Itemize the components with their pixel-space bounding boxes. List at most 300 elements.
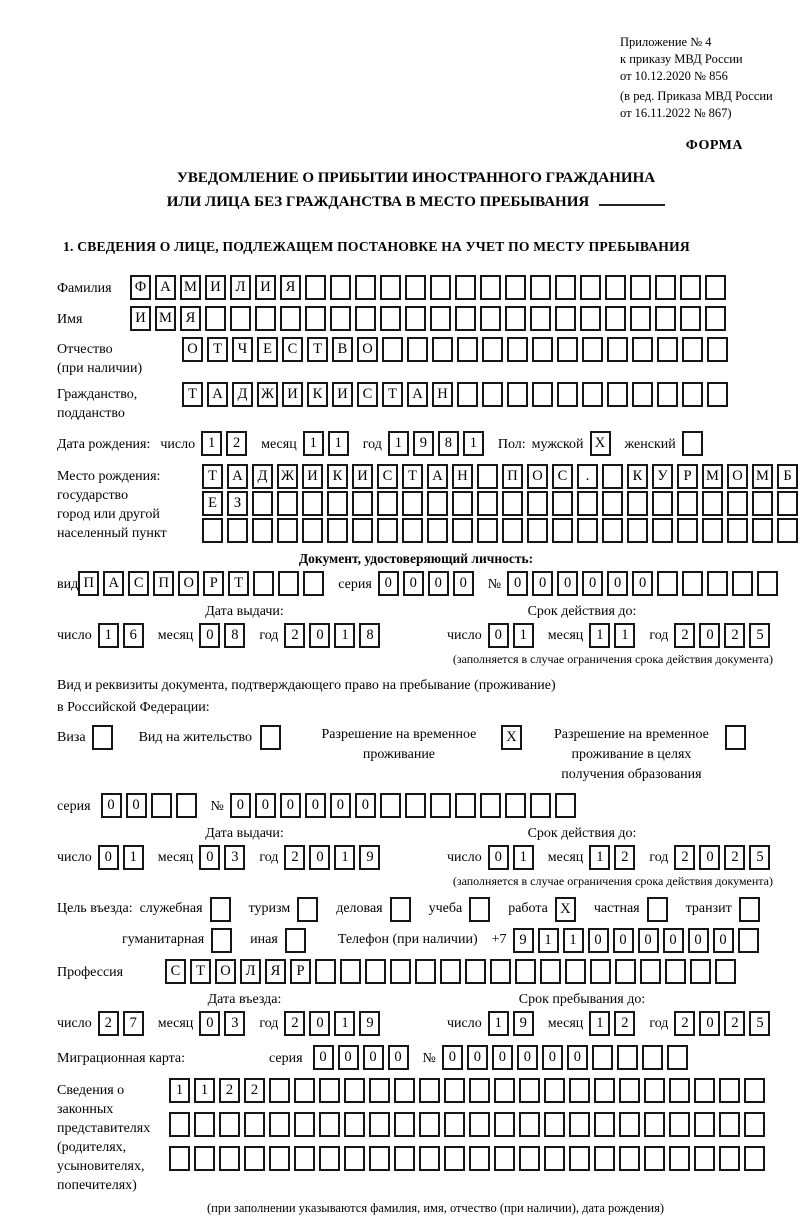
birth-place-cell[interactable] (477, 464, 498, 489)
surname-cell[interactable] (605, 275, 626, 300)
profession-cell[interactable] (515, 959, 536, 984)
profession-cell[interactable]: Т (190, 959, 211, 984)
representative-cell[interactable] (594, 1112, 615, 1137)
representative-cell[interactable] (569, 1146, 590, 1171)
birth-place-cell[interactable]: Т (202, 464, 223, 489)
birth-place-cell[interactable]: О (527, 464, 548, 489)
birth-place-cell[interactable] (752, 518, 773, 543)
representative-cell[interactable] (544, 1078, 565, 1103)
res-valid-cell[interactable]: 1 (513, 845, 534, 870)
patronymic-cell[interactable] (407, 337, 428, 362)
profession-cell[interactable] (540, 959, 561, 984)
representative-cell[interactable] (269, 1146, 290, 1171)
birth-place-cell[interactable] (552, 491, 573, 516)
citizenship-cell[interactable] (682, 382, 703, 407)
res-number-cell[interactable]: 0 (355, 793, 376, 818)
patronymic-cell[interactable]: Т (207, 337, 228, 362)
patronymic-cell[interactable]: Е (257, 337, 278, 362)
name-cell[interactable]: М (155, 306, 176, 331)
surname-cell[interactable]: И (205, 275, 226, 300)
stay-cell[interactable]: 9 (513, 1011, 534, 1036)
representative-cell[interactable] (744, 1078, 765, 1103)
profession-cell[interactable]: Р (290, 959, 311, 984)
phone-cell[interactable]: 0 (663, 928, 684, 953)
representative-cell[interactable] (269, 1078, 290, 1103)
name-cell[interactable] (580, 306, 601, 331)
profession-cell[interactable] (415, 959, 436, 984)
citizenship-cell[interactable] (582, 382, 603, 407)
representative-cell[interactable] (394, 1146, 415, 1171)
citizenship-cell[interactable]: Т (182, 382, 203, 407)
birth-place-cell[interactable] (502, 518, 523, 543)
entry-cell[interactable]: 0 (199, 1011, 220, 1036)
res-number-cell[interactable] (480, 793, 501, 818)
citizenship-cell[interactable]: Д (232, 382, 253, 407)
res-number-cell[interactable] (530, 793, 551, 818)
birth-year-cell[interactable]: 8 (438, 431, 459, 456)
work-checkbox[interactable]: X (555, 897, 576, 922)
patronymic-cell[interactable] (657, 337, 678, 362)
patronymic-cell[interactable] (507, 337, 528, 362)
surname-cell[interactable]: М (180, 275, 201, 300)
profession-cell[interactable] (665, 959, 686, 984)
mc-number-cell[interactable]: 0 (467, 1045, 488, 1070)
birth-place-cell[interactable] (452, 491, 473, 516)
name-cell[interactable] (630, 306, 651, 331)
doc-kind-cell[interactable] (278, 571, 299, 596)
doc-kind-cell[interactable]: П (153, 571, 174, 596)
birth-place-cell[interactable] (727, 491, 748, 516)
representative-cell[interactable]: 2 (219, 1078, 240, 1103)
doc-number-cell[interactable]: 0 (557, 571, 578, 596)
birth-place-cell[interactable] (327, 518, 348, 543)
name-cell[interactable] (405, 306, 426, 331)
profession-cell[interactable] (465, 959, 486, 984)
birth-month-cell[interactable]: 1 (303, 431, 324, 456)
mc-number-cell[interactable] (617, 1045, 638, 1070)
profession-cell[interactable] (340, 959, 361, 984)
surname-cell[interactable] (305, 275, 326, 300)
res-valid-cell[interactable]: 0 (488, 845, 509, 870)
representative-cell[interactable] (169, 1146, 190, 1171)
birth-place-cell[interactable] (302, 518, 323, 543)
surname-cell[interactable] (580, 275, 601, 300)
birth-place-cell[interactable] (752, 491, 773, 516)
res-issue-cell[interactable]: 0 (309, 845, 330, 870)
citizenship-cell[interactable] (482, 382, 503, 407)
citizenship-cell[interactable] (632, 382, 653, 407)
profession-cell[interactable] (390, 959, 411, 984)
birth-place-cell[interactable]: У (652, 464, 673, 489)
representative-cell[interactable] (469, 1146, 490, 1171)
representative-cell[interactable] (344, 1078, 365, 1103)
visa-checkbox[interactable] (92, 725, 113, 750)
surname-cell[interactable] (430, 275, 451, 300)
citizenship-cell[interactable]: А (207, 382, 228, 407)
birth-month-cell[interactable]: 1 (328, 431, 349, 456)
name-cell[interactable] (205, 306, 226, 331)
res-issue-cell[interactable]: 9 (359, 845, 380, 870)
surname-cell[interactable] (330, 275, 351, 300)
res-issue-cell[interactable]: 0 (98, 845, 119, 870)
representative-cell[interactable] (169, 1112, 190, 1137)
res-valid-cell[interactable]: 2 (724, 845, 745, 870)
res-valid-cell[interactable]: 2 (614, 845, 635, 870)
birth-place-cell[interactable] (327, 491, 348, 516)
representative-cell[interactable] (619, 1112, 640, 1137)
patronymic-cell[interactable] (607, 337, 628, 362)
entry-cell[interactable]: 2 (98, 1011, 119, 1036)
name-cell[interactable] (305, 306, 326, 331)
representative-cell[interactable] (594, 1146, 615, 1171)
stay-cell[interactable]: 0 (699, 1011, 720, 1036)
profession-cell[interactable] (590, 959, 611, 984)
birth-place-cell[interactable]: Р (677, 464, 698, 489)
doc-valid-cell[interactable]: 2 (674, 623, 695, 648)
representative-cell[interactable] (694, 1078, 715, 1103)
birth-place-cell[interactable] (602, 491, 623, 516)
representative-cell[interactable] (419, 1146, 440, 1171)
name-cell[interactable]: Я (180, 306, 201, 331)
stay-cell[interactable]: 1 (589, 1011, 610, 1036)
name-cell[interactable] (655, 306, 676, 331)
name-cell[interactable] (280, 306, 301, 331)
doc-issue-cell[interactable]: 2 (284, 623, 305, 648)
birth-place-cell[interactable] (377, 491, 398, 516)
name-cell[interactable] (530, 306, 551, 331)
representative-cell[interactable] (619, 1078, 640, 1103)
patronymic-cell[interactable] (482, 337, 503, 362)
education-residence-checkbox[interactable] (725, 725, 746, 750)
doc-issue-cell[interactable]: 8 (224, 623, 245, 648)
representative-cell[interactable] (594, 1078, 615, 1103)
representative-cell[interactable] (244, 1112, 265, 1137)
stay-cell[interactable]: 2 (674, 1011, 695, 1036)
birth-place-cell[interactable]: Н (452, 464, 473, 489)
patronymic-cell[interactable] (557, 337, 578, 362)
representative-cell[interactable] (719, 1078, 740, 1103)
citizenship-cell[interactable]: С (357, 382, 378, 407)
doc-issue-cell[interactable]: 8 (359, 623, 380, 648)
profession-cell[interactable] (715, 959, 736, 984)
representative-cell[interactable]: 1 (194, 1078, 215, 1103)
representative-cell[interactable] (444, 1078, 465, 1103)
phone-cell[interactable]: 1 (563, 928, 584, 953)
representative-cell[interactable] (344, 1112, 365, 1137)
birth-place-cell[interactable] (427, 518, 448, 543)
patronymic-cell[interactable]: О (182, 337, 203, 362)
doc-series-cell[interactable]: 0 (453, 571, 474, 596)
birth-place-cell[interactable] (402, 491, 423, 516)
phone-cell[interactable]: 0 (638, 928, 659, 953)
mc-series-cell[interactable]: 0 (363, 1045, 384, 1070)
representative-cell[interactable] (644, 1078, 665, 1103)
res-series-cell[interactable]: 0 (126, 793, 147, 818)
representative-cell[interactable] (544, 1112, 565, 1137)
res-number-cell[interactable]: 0 (255, 793, 276, 818)
birth-place-cell[interactable]: А (427, 464, 448, 489)
representative-cell[interactable] (694, 1146, 715, 1171)
name-cell[interactable] (330, 306, 351, 331)
private-checkbox[interactable] (647, 897, 668, 922)
representative-cell[interactable]: 2 (244, 1078, 265, 1103)
doc-valid-cell[interactable]: 1 (614, 623, 635, 648)
doc-kind-cell[interactable] (253, 571, 274, 596)
surname-cell[interactable] (680, 275, 701, 300)
citizenship-cell[interactable]: А (407, 382, 428, 407)
patronymic-cell[interactable] (382, 337, 403, 362)
name-cell[interactable] (555, 306, 576, 331)
representative-cell[interactable] (669, 1146, 690, 1171)
birth-place-cell[interactable] (652, 518, 673, 543)
birth-place-cell[interactable] (577, 491, 598, 516)
mc-number-cell[interactable]: 0 (442, 1045, 463, 1070)
birth-place-cell[interactable]: М (702, 464, 723, 489)
representative-cell[interactable] (294, 1078, 315, 1103)
doc-number-cell[interactable] (757, 571, 778, 596)
doc-number-cell[interactable]: 0 (507, 571, 528, 596)
birth-place-cell[interactable] (277, 491, 298, 516)
representative-cell[interactable] (419, 1078, 440, 1103)
surname-cell[interactable]: Я (280, 275, 301, 300)
patronymic-cell[interactable] (457, 337, 478, 362)
doc-valid-cell[interactable]: 5 (749, 623, 770, 648)
representative-cell[interactable] (744, 1146, 765, 1171)
surname-cell[interactable] (380, 275, 401, 300)
res-series-cell[interactable]: 0 (101, 793, 122, 818)
name-cell[interactable] (605, 306, 626, 331)
name-cell[interactable] (680, 306, 701, 331)
entry-cell[interactable]: 7 (123, 1011, 144, 1036)
mc-series-cell[interactable]: 0 (338, 1045, 359, 1070)
birth-place-cell[interactable] (552, 518, 573, 543)
birth-place-cell[interactable] (452, 518, 473, 543)
representative-cell[interactable] (294, 1146, 315, 1171)
representative-cell[interactable] (194, 1112, 215, 1137)
citizenship-cell[interactable] (657, 382, 678, 407)
doc-issue-cell[interactable]: 0 (309, 623, 330, 648)
representative-cell[interactable] (319, 1078, 340, 1103)
res-number-cell[interactable] (405, 793, 426, 818)
patronymic-cell[interactable]: В (332, 337, 353, 362)
birth-place-cell[interactable]: П (502, 464, 523, 489)
citizenship-cell[interactable] (557, 382, 578, 407)
citizenship-cell[interactable]: Т (382, 382, 403, 407)
representative-cell[interactable] (644, 1146, 665, 1171)
patronymic-cell[interactable] (682, 337, 703, 362)
name-cell[interactable] (380, 306, 401, 331)
representative-cell[interactable] (319, 1146, 340, 1171)
citizenship-cell[interactable] (507, 382, 528, 407)
representative-cell[interactable] (294, 1112, 315, 1137)
representative-cell[interactable] (369, 1112, 390, 1137)
representative-cell[interactable] (219, 1112, 240, 1137)
birth-place-cell[interactable]: О (727, 464, 748, 489)
citizenship-cell[interactable]: И (282, 382, 303, 407)
surname-cell[interactable] (655, 275, 676, 300)
representative-cell[interactable] (369, 1146, 390, 1171)
name-cell[interactable] (355, 306, 376, 331)
res-series-cell[interactable] (176, 793, 197, 818)
mc-number-cell[interactable]: 0 (517, 1045, 538, 1070)
representative-cell[interactable] (194, 1146, 215, 1171)
phone-cell[interactable]: 0 (688, 928, 709, 953)
patronymic-cell[interactable]: Ч (232, 337, 253, 362)
representative-cell[interactable] (669, 1112, 690, 1137)
patronymic-cell[interactable] (532, 337, 553, 362)
birth-place-cell[interactable]: Ж (277, 464, 298, 489)
res-series-cell[interactable] (151, 793, 172, 818)
birth-place-cell[interactable]: А (227, 464, 248, 489)
birth-place-cell[interactable]: М (752, 464, 773, 489)
name-cell[interactable] (705, 306, 726, 331)
birth-place-cell[interactable]: Б (777, 464, 798, 489)
surname-cell[interactable] (405, 275, 426, 300)
patronymic-cell[interactable]: С (282, 337, 303, 362)
entry-cell[interactable]: 2 (284, 1011, 305, 1036)
surname-cell[interactable] (705, 275, 726, 300)
profession-cell[interactable] (690, 959, 711, 984)
birth-place-cell[interactable] (527, 491, 548, 516)
birth-place-cell[interactable] (602, 518, 623, 543)
doc-kind-cell[interactable]: П (78, 571, 99, 596)
birth-place-cell[interactable]: Т (402, 464, 423, 489)
entry-cell[interactable]: 0 (309, 1011, 330, 1036)
res-issue-cell[interactable]: 1 (123, 845, 144, 870)
representative-cell[interactable] (519, 1112, 540, 1137)
entry-cell[interactable]: 9 (359, 1011, 380, 1036)
official-checkbox[interactable] (210, 897, 231, 922)
res-number-cell[interactable]: 0 (330, 793, 351, 818)
citizenship-cell[interactable] (532, 382, 553, 407)
birth-place-cell[interactable] (627, 518, 648, 543)
doc-number-cell[interactable] (682, 571, 703, 596)
residence-permit-checkbox[interactable] (260, 725, 281, 750)
representative-cell[interactable] (569, 1112, 590, 1137)
birth-place-cell[interactable] (577, 518, 598, 543)
profession-cell[interactable] (440, 959, 461, 984)
representative-cell[interactable] (744, 1112, 765, 1137)
doc-valid-cell[interactable]: 2 (724, 623, 745, 648)
mc-number-cell[interactable]: 0 (567, 1045, 588, 1070)
representative-cell[interactable] (444, 1146, 465, 1171)
patronymic-cell[interactable]: О (357, 337, 378, 362)
stay-cell[interactable]: 2 (614, 1011, 635, 1036)
res-issue-cell[interactable]: 1 (334, 845, 355, 870)
patronymic-cell[interactable] (432, 337, 453, 362)
representative-cell[interactable] (419, 1112, 440, 1137)
birth-place-cell[interactable] (677, 491, 698, 516)
representative-cell[interactable] (394, 1078, 415, 1103)
representative-cell[interactable] (444, 1112, 465, 1137)
name-cell[interactable] (230, 306, 251, 331)
res-number-cell[interactable]: 0 (230, 793, 251, 818)
birth-place-cell[interactable]: К (627, 464, 648, 489)
doc-number-cell[interactable] (707, 571, 728, 596)
entry-cell[interactable]: 3 (224, 1011, 245, 1036)
entry-cell[interactable]: 1 (334, 1011, 355, 1036)
res-valid-cell[interactable]: 1 (589, 845, 610, 870)
mc-series-cell[interactable]: 0 (313, 1045, 334, 1070)
phone-cell[interactable]: 0 (613, 928, 634, 953)
representative-cell[interactable] (369, 1078, 390, 1103)
birth-place-cell[interactable] (702, 518, 723, 543)
birth-year-cell[interactable]: 1 (388, 431, 409, 456)
surname-cell[interactable]: И (255, 275, 276, 300)
representative-cell[interactable] (219, 1146, 240, 1171)
representative-cell[interactable] (469, 1112, 490, 1137)
birth-year-cell[interactable]: 1 (463, 431, 484, 456)
surname-cell[interactable] (480, 275, 501, 300)
birth-place-cell[interactable] (202, 518, 223, 543)
temporary-residence-checkbox[interactable]: X (501, 725, 522, 750)
birth-place-cell[interactable]: К (327, 464, 348, 489)
patronymic-cell[interactable] (707, 337, 728, 362)
profession-cell[interactable]: Я (265, 959, 286, 984)
other-checkbox[interactable] (285, 928, 306, 953)
birth-place-cell[interactable] (527, 518, 548, 543)
surname-cell[interactable] (355, 275, 376, 300)
doc-issue-cell[interactable]: 0 (199, 623, 220, 648)
representative-cell[interactable] (644, 1112, 665, 1137)
profession-cell[interactable] (315, 959, 336, 984)
birth-place-cell[interactable] (427, 491, 448, 516)
doc-number-cell[interactable] (732, 571, 753, 596)
representative-cell[interactable] (544, 1146, 565, 1171)
representative-cell[interactable] (244, 1146, 265, 1171)
transit-checkbox[interactable] (739, 897, 760, 922)
doc-series-cell[interactable]: 0 (378, 571, 399, 596)
doc-kind-cell[interactable] (303, 571, 324, 596)
birth-place-cell[interactable] (402, 518, 423, 543)
name-cell[interactable]: И (130, 306, 151, 331)
doc-kind-cell[interactable]: А (103, 571, 124, 596)
representative-cell[interactable]: 1 (169, 1078, 190, 1103)
representative-cell[interactable] (394, 1112, 415, 1137)
representative-cell[interactable] (569, 1078, 590, 1103)
name-cell[interactable] (255, 306, 276, 331)
birth-place-cell[interactable] (377, 518, 398, 543)
birth-day-cell[interactable]: 2 (226, 431, 247, 456)
res-valid-cell[interactable]: 2 (674, 845, 695, 870)
birth-day-cell[interactable]: 1 (201, 431, 222, 456)
profession-cell[interactable] (615, 959, 636, 984)
phone-cell[interactable] (738, 928, 759, 953)
birth-place-cell[interactable]: И (352, 464, 373, 489)
patronymic-cell[interactable] (582, 337, 603, 362)
surname-cell[interactable]: Л (230, 275, 251, 300)
doc-number-cell[interactable]: 0 (607, 571, 628, 596)
citizenship-cell[interactable]: И (332, 382, 353, 407)
birth-year-cell[interactable]: 9 (413, 431, 434, 456)
representative-cell[interactable] (494, 1078, 515, 1103)
representative-cell[interactable] (619, 1146, 640, 1171)
doc-issue-cell[interactable]: 1 (334, 623, 355, 648)
humanitarian-checkbox[interactable] (211, 928, 232, 953)
representative-cell[interactable] (719, 1146, 740, 1171)
doc-issue-cell[interactable]: 1 (98, 623, 119, 648)
representative-cell[interactable] (494, 1146, 515, 1171)
doc-number-cell[interactable]: 0 (632, 571, 653, 596)
doc-valid-cell[interactable]: 0 (699, 623, 720, 648)
profession-cell[interactable]: Л (240, 959, 261, 984)
doc-valid-cell[interactable]: 1 (589, 623, 610, 648)
profession-cell[interactable] (640, 959, 661, 984)
doc-series-cell[interactable]: 0 (403, 571, 424, 596)
profession-cell[interactable] (490, 959, 511, 984)
birth-place-cell[interactable]: С (377, 464, 398, 489)
doc-valid-cell[interactable]: 0 (488, 623, 509, 648)
